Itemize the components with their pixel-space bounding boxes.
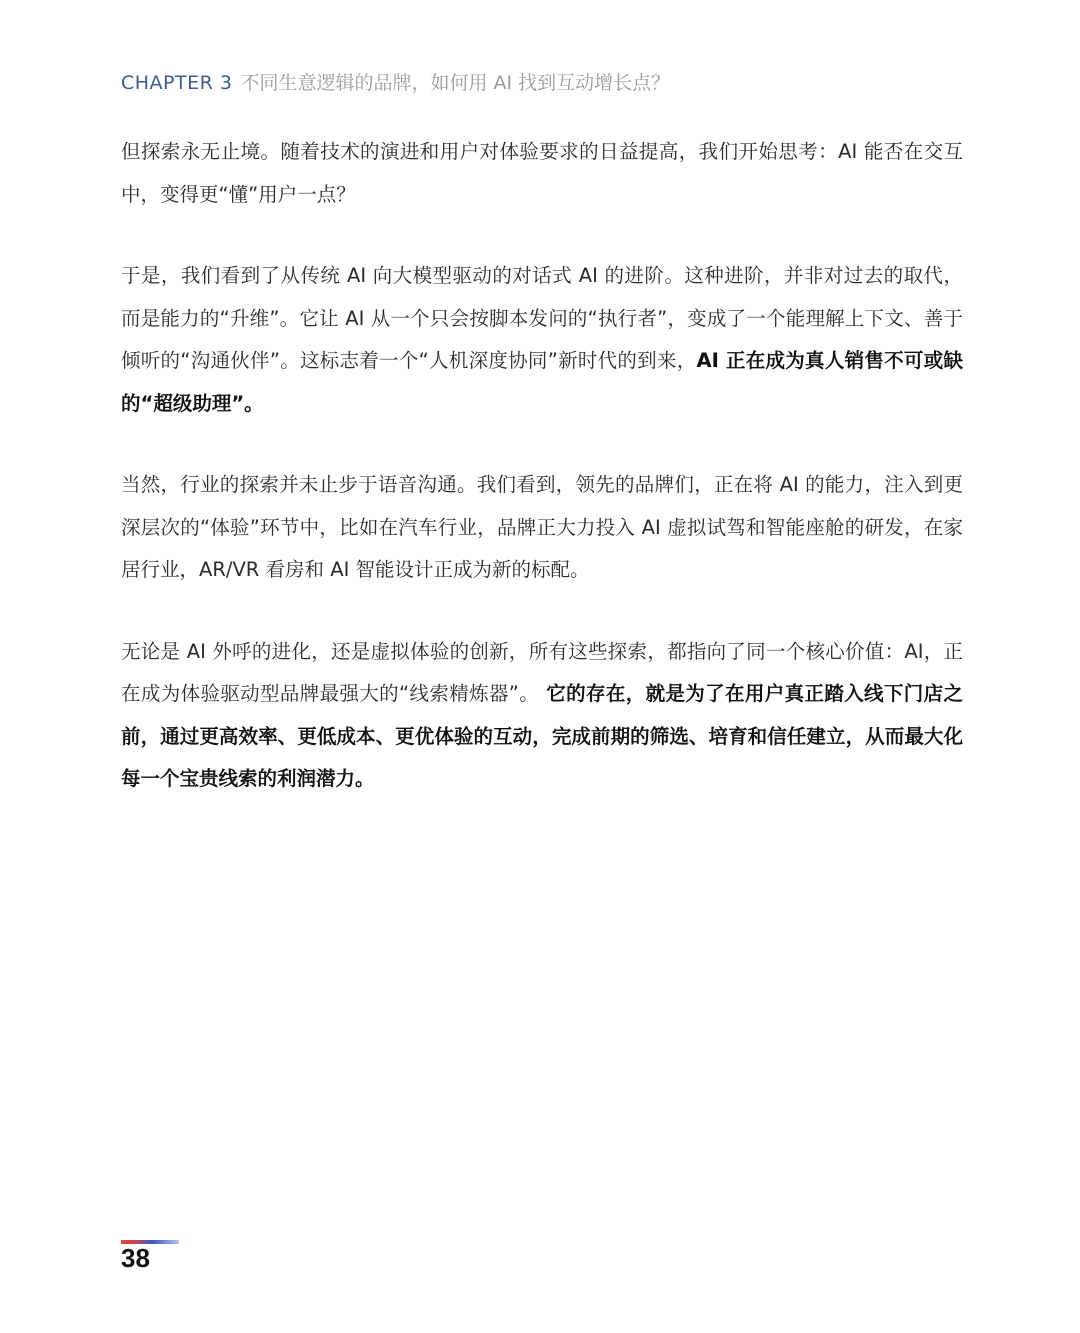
paragraph-text: 但探索永无止境。随着技术的演进和用户对体验要求的日益提高，我们开始思考：AI 能否在交互中，变得更“懂”用户一点？ [121,140,963,206]
chapter-header [121,70,670,96]
paragraph-1 [121,131,963,216]
paragraph-bold-text: AI 正在成为真人销售不可或缺的“超级助理”。 [121,349,963,415]
paragraph-3 [121,464,963,592]
page-number: 38 [121,1243,150,1273]
paragraph-4 [121,631,963,801]
body-text [121,131,963,840]
paragraph-2 [121,255,963,425]
paragraph-text: 无论是 AI 外呼的进化，还是虚拟体验的创新，所有这些探索，都指向了同一个核心价值：AI，正在成为体验驱动型品牌最强大的“线索精炼器”。 [121,639,963,705]
chapter-subtitle: 不同生意逻辑的品牌，如何用 AI 找到互动增长点？ [240,72,671,94]
chapter-label: CHAPTER 3 [121,72,233,94]
paragraph-text: 当然，行业的探索并未止步于语音沟通。我们看到，领先的品牌们，正在将 AI 的能力，注入到更深层次的“体验”环节中，比如在汽车行业，品牌正大力投入 AI 虚拟试驾和智能座舱的研发，在家居行业，AR/VR 看房和 AI 智能设计正成为新的标配。 [121,473,963,581]
paragraph-text: 于是，我们看到了从传统 AI 向大模型驱动的对话式 AI 的进阶。这种进阶，并非对过去的取代，而是能力的“升维”。它让 AI 从一个只会按脚本发问的“执行者”，变成了一个能理解上下文、善于倾听的“沟通伙伴”。这标志着一个“人机深度协同”新时代的到来， [121,264,963,372]
paragraph-bold-text: 它的存在，就是为了在用户真正踏入线下门店之前，通过更高效率、更低成本、更优体验的互动，完成前期的筛选、培育和信任建立，从而最大化每一个宝贵线索的利润潜力。 [121,682,963,790]
